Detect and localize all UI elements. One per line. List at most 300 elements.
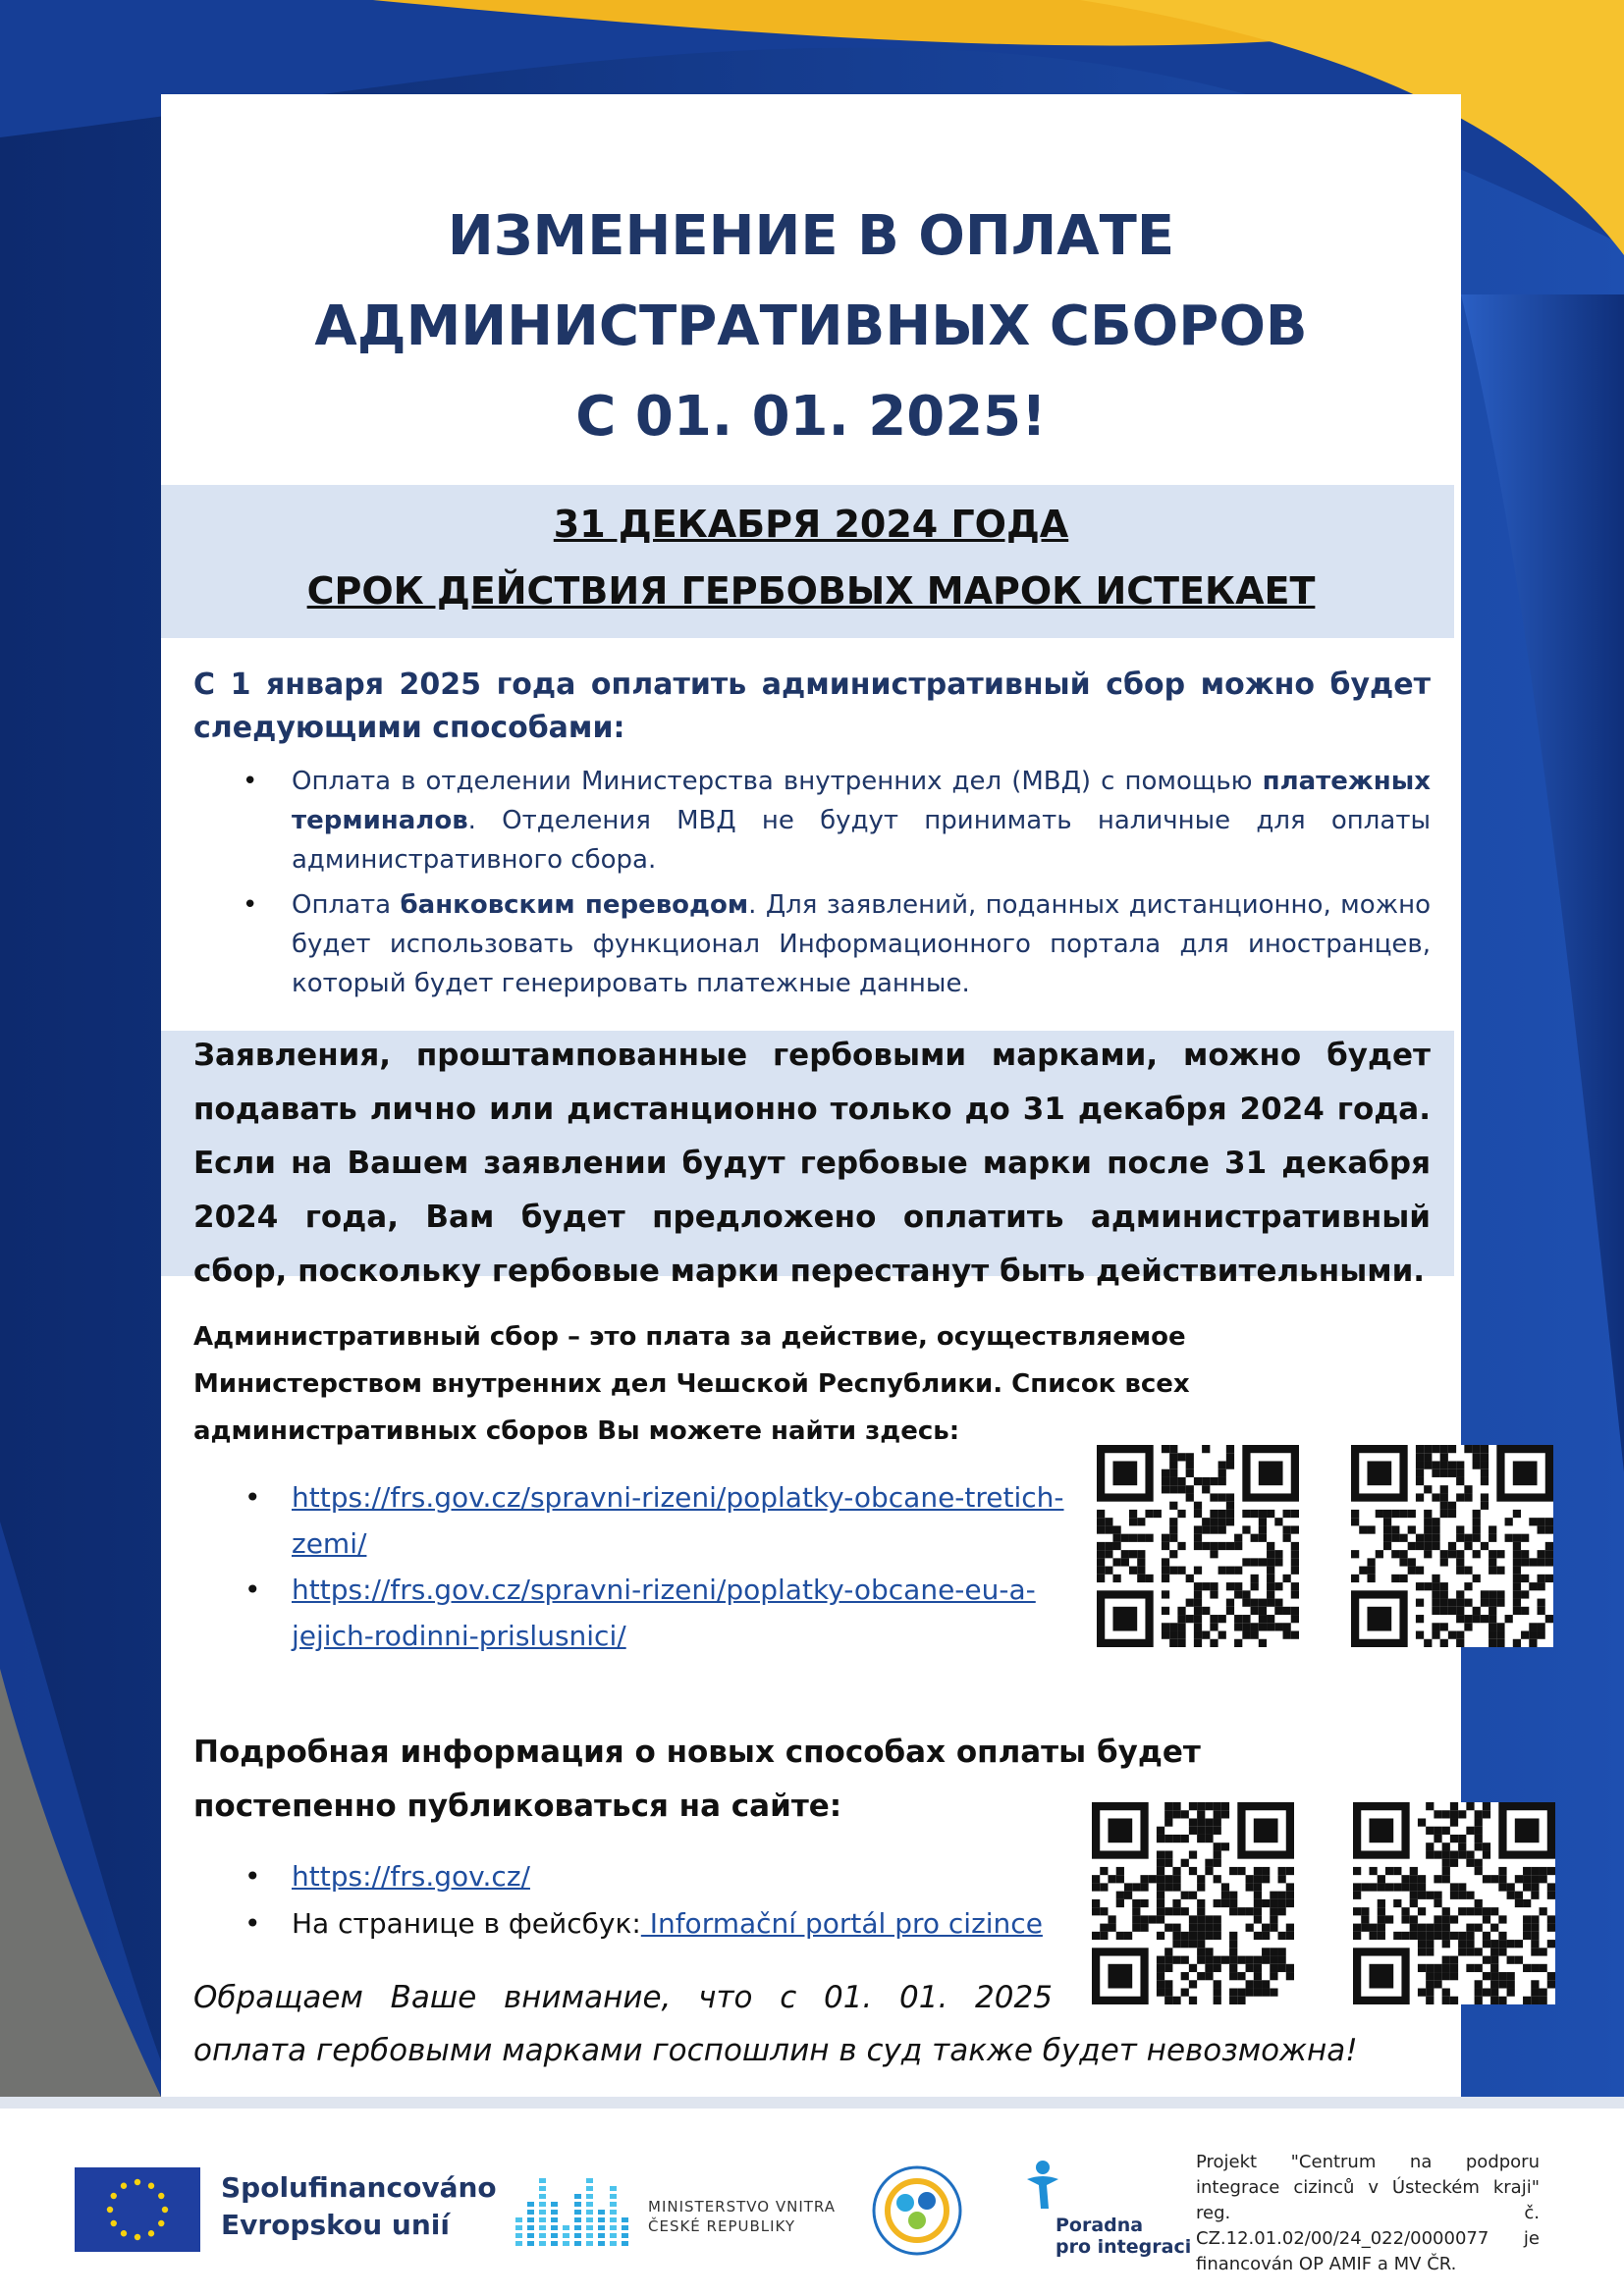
qr-module	[1489, 1550, 1496, 1558]
qr-module	[1424, 1639, 1432, 1647]
qr-module	[1137, 1567, 1145, 1575]
qr-module	[1464, 1599, 1472, 1607]
qr-module	[1523, 1899, 1531, 1907]
qr-module	[1259, 1518, 1267, 1525]
qr-module	[1259, 1510, 1267, 1518]
bullet-icon: •	[244, 1907, 261, 1940]
qr-module	[1540, 1964, 1547, 1972]
qr-module	[1456, 1607, 1464, 1615]
qr-module	[1186, 1615, 1194, 1623]
qr-module	[1237, 1907, 1245, 1915]
qr-module	[1475, 1980, 1483, 1988]
qr-finder-core	[1112, 1461, 1137, 1485]
ministry-logo-bar	[586, 2217, 593, 2222]
qr-module	[1214, 1818, 1221, 1826]
qr-module	[1229, 1907, 1237, 1915]
qr-module	[1259, 1639, 1267, 1647]
fee-link-third-countries[interactable]: https://frs.gov.cz/spravni-rizeni/poplatky-obcane-tretich- zemi/	[292, 1481, 1064, 1560]
qr-module	[1267, 1599, 1274, 1607]
qr-module	[1442, 1956, 1450, 1964]
qr-module	[1291, 1607, 1299, 1615]
qr-module	[1177, 1485, 1185, 1493]
qr-module	[1270, 1915, 1277, 1923]
qr-module	[1097, 1525, 1105, 1533]
qr-module	[1515, 1899, 1523, 1907]
qr-module	[1410, 1899, 1418, 1907]
qr-module	[1456, 1590, 1464, 1598]
qr-module	[1464, 1485, 1472, 1493]
qr-module	[1157, 1835, 1164, 1842]
qr-module	[1291, 1550, 1299, 1558]
qr-module	[1132, 1883, 1140, 1891]
qr-module	[1169, 1525, 1177, 1533]
qr-module	[1169, 1623, 1177, 1630]
qr-finder-core	[1112, 1607, 1137, 1631]
qr-module	[1214, 1932, 1221, 1940]
qr-module	[1359, 1567, 1367, 1575]
qr-module	[1490, 1940, 1498, 1948]
qr-module	[1197, 1924, 1205, 1932]
qr-module	[1424, 1550, 1432, 1558]
qr-module	[1278, 1907, 1286, 1915]
ministry-logo-icon	[515, 2169, 633, 2248]
qr-module	[1426, 1850, 1434, 1858]
qr-module	[1448, 1510, 1456, 1518]
qr-module	[1157, 1867, 1164, 1875]
qr-module	[1097, 1567, 1105, 1575]
qr-module	[1205, 1915, 1213, 1923]
qr-module	[1483, 1956, 1490, 1964]
qr-module	[1205, 1859, 1213, 1867]
qr-module	[1376, 1510, 1383, 1518]
bullet-icon: •	[243, 767, 258, 796]
qr-module	[1473, 1445, 1481, 1453]
qr-module	[1145, 1510, 1153, 1518]
qr-module	[1242, 1623, 1250, 1630]
qr-module	[1291, 1510, 1299, 1518]
qr-module	[1507, 1980, 1515, 1988]
qr-module	[1140, 1899, 1148, 1907]
qr-module	[1450, 1915, 1458, 1923]
qr-module	[1513, 1558, 1521, 1566]
qr-module	[1483, 1915, 1490, 1923]
qr-module	[1286, 1899, 1294, 1907]
qr-module	[1145, 1534, 1153, 1542]
qr-module	[1267, 1558, 1274, 1566]
qr-module	[1251, 1631, 1259, 1639]
bullet-icon: •	[244, 1574, 261, 1606]
qr-module	[1108, 1915, 1115, 1923]
qr-module	[1157, 1859, 1164, 1867]
qr-module	[1378, 1883, 1385, 1891]
qr-module	[1450, 1964, 1458, 1972]
list-item	[193, 1900, 1077, 1948]
qr-finder-core	[1108, 1818, 1132, 1842]
qr-module	[1267, 1575, 1274, 1582]
qr-module	[1408, 1525, 1416, 1533]
qr-module	[1531, 1948, 1539, 1955]
qr-module	[1210, 1582, 1218, 1590]
qr-module	[1448, 1445, 1456, 1453]
qr-module	[1529, 1639, 1537, 1647]
qr-module	[1448, 1461, 1456, 1468]
qr-module	[1489, 1590, 1496, 1598]
qr-module	[1251, 1558, 1259, 1566]
qr-module	[1475, 1867, 1483, 1875]
qr-module	[1464, 1493, 1472, 1501]
qr-module	[1197, 1827, 1205, 1835]
qr-module	[1262, 1875, 1270, 1883]
qr-module	[1391, 1525, 1399, 1533]
qr-module	[1226, 1502, 1234, 1510]
qr-module	[1456, 1558, 1464, 1566]
qr-module	[1286, 1892, 1294, 1899]
qr-module	[1490, 1989, 1498, 1997]
qr-module	[1490, 1924, 1498, 1932]
qr-module	[1498, 1980, 1506, 1988]
qr-module	[1197, 1956, 1205, 1964]
qr-module	[1186, 1469, 1194, 1477]
qr-module	[1234, 1542, 1242, 1550]
qr-module	[1483, 1932, 1490, 1940]
qr-module	[1157, 1883, 1164, 1891]
ministry-logo-bar	[598, 2217, 605, 2222]
qr-module	[1177, 1607, 1185, 1615]
qr-module	[1353, 1892, 1361, 1899]
qr-module	[1434, 1915, 1441, 1923]
qr-module	[1440, 1485, 1448, 1493]
qr-module	[1473, 1534, 1481, 1542]
qr-module	[1418, 1892, 1426, 1899]
qr-module	[1369, 1932, 1377, 1940]
qr-module	[1496, 1550, 1504, 1558]
qr-module	[1383, 1534, 1391, 1542]
qr-module	[1361, 1907, 1369, 1915]
ministry-logo-bar	[610, 2225, 617, 2230]
qr-module	[1498, 1932, 1506, 1940]
qr-module	[1440, 1639, 1448, 1647]
qr-module	[1157, 1956, 1164, 1964]
qr-module	[1267, 1550, 1274, 1558]
qr-module	[1251, 1599, 1259, 1607]
qr-module	[1483, 1802, 1490, 1810]
qr-module	[1456, 1525, 1464, 1533]
qr-module	[1097, 1510, 1105, 1518]
qr-module	[1505, 1534, 1513, 1542]
qr-module	[1426, 1802, 1434, 1810]
ministry-logo-bar	[539, 2178, 546, 2183]
ministry-logo-bar	[563, 2225, 569, 2230]
qr-module	[1475, 1899, 1483, 1907]
qr-module	[1416, 1453, 1424, 1461]
qr-module	[1456, 1477, 1464, 1485]
fee-link-eu-citizens[interactable]: https://frs.gov.cz/spravni-rizeni/poplatky-obcane-eu-a- jejich-rodinni-prislusnici/	[292, 1574, 1036, 1652]
qr-module	[1424, 1461, 1432, 1468]
poradna-name: Poradna pro integraci	[1056, 2215, 1192, 2258]
qr-module	[1426, 1924, 1434, 1932]
qr-module	[1229, 1892, 1237, 1899]
qr-module	[1189, 1915, 1197, 1923]
list-item: • Оплата банковским переводом. Для заявлений, поданных дистанционно, можно будет использовать функционал Информационного портала для иностранцев, который будет генерировать платежные данные.	[193, 885, 1431, 1003]
qr-module	[1162, 1469, 1169, 1477]
frs-site-link[interactable]: https://frs.gov.cz/	[292, 1860, 530, 1893]
qr-module	[1270, 1924, 1277, 1932]
qr-module	[1432, 1631, 1439, 1639]
ministry-logo-bar	[586, 2233, 593, 2238]
qr-module	[1475, 1810, 1483, 1818]
qr-module	[1483, 1810, 1490, 1818]
facebook-link[interactable]: Informační portál pro cizince	[640, 1907, 1043, 1940]
qr-module	[1169, 1461, 1177, 1468]
qr-module	[1164, 1956, 1172, 1964]
qr-module	[1418, 1883, 1426, 1891]
qr-module	[1513, 1590, 1521, 1598]
qr-module	[1507, 1883, 1515, 1891]
qr-module	[1092, 1883, 1100, 1891]
qr-module	[1105, 1525, 1112, 1533]
ministry-logo-bar	[622, 2241, 628, 2246]
qr-module	[1229, 1940, 1237, 1948]
qr-module	[1169, 1567, 1177, 1575]
qr-module	[1424, 1542, 1432, 1550]
qr-module	[1418, 1924, 1426, 1932]
qr-module	[1162, 1623, 1169, 1630]
qr-module	[1197, 1940, 1205, 1948]
qr-module	[1473, 1575, 1481, 1582]
qr-module	[1378, 1924, 1385, 1932]
qr-module	[1116, 1932, 1124, 1940]
qr-module	[1202, 1525, 1210, 1533]
qr-module	[1267, 1615, 1274, 1623]
ministry-logo-bar	[515, 2233, 522, 2238]
qr-finder-core	[1369, 1818, 1393, 1842]
qr-module	[1521, 1575, 1529, 1582]
ministry-logo-bar	[563, 2241, 569, 2246]
page-title: ИЗМЕНЕНИЕ В ОПЛАТЕ АДМИНИСТРАТИВНЫХ СБОРОВ С 01. 01. 2025!	[314, 204, 1308, 449]
qr-module	[1112, 1542, 1120, 1550]
qr-module	[1172, 1907, 1180, 1915]
ministry-logo-bar	[539, 2233, 546, 2238]
qr-module	[1450, 1956, 1458, 1964]
qr-module	[1278, 1899, 1286, 1907]
qr-module	[1448, 1550, 1456, 1558]
qr-module	[1169, 1477, 1177, 1485]
qr-module	[1242, 1631, 1250, 1639]
qr-module	[1521, 1590, 1529, 1598]
qr-module	[1267, 1567, 1274, 1575]
qr-module	[1448, 1502, 1456, 1510]
qr-module	[1440, 1558, 1448, 1566]
qr-module	[1274, 1558, 1282, 1566]
qr-module	[1137, 1558, 1145, 1566]
qr-module	[1473, 1615, 1481, 1623]
qr-module	[1186, 1599, 1194, 1607]
qr-module	[1450, 1972, 1458, 1980]
qr-module	[1393, 1867, 1401, 1875]
qr-code-icon[interactable]	[1351, 1445, 1553, 1647]
qr-module	[1481, 1615, 1489, 1623]
qr-module	[1424, 1518, 1432, 1525]
qr-module	[1112, 1534, 1120, 1542]
qr-module	[1124, 1932, 1132, 1940]
qr-module	[1418, 1940, 1426, 1948]
qr-module	[1246, 1875, 1254, 1883]
qr-module	[1169, 1518, 1177, 1525]
qr-module	[1274, 1582, 1282, 1590]
qr-module	[1274, 1550, 1282, 1558]
qr-module	[1442, 1875, 1450, 1883]
qr-module	[1466, 1827, 1474, 1835]
qr-module	[1540, 1989, 1547, 1997]
qr-module	[1226, 1510, 1234, 1518]
qr-module	[1448, 1607, 1456, 1615]
qr-module	[1521, 1550, 1529, 1558]
qr-module	[1226, 1518, 1234, 1525]
qr-module	[1210, 1477, 1218, 1485]
qr-module	[1496, 1590, 1504, 1598]
qr-module	[1456, 1639, 1464, 1647]
qr-module	[1226, 1607, 1234, 1615]
qr-module	[1172, 1899, 1180, 1907]
qr-module	[1251, 1607, 1259, 1615]
qr-module	[1214, 1850, 1221, 1858]
qr-module	[1440, 1623, 1448, 1630]
qr-module	[1466, 1859, 1474, 1867]
qr-module	[1205, 1802, 1213, 1810]
qr-module	[1507, 1892, 1515, 1899]
qr-module	[1226, 1582, 1234, 1590]
qr-module	[1251, 1623, 1259, 1630]
qr-module	[1251, 1534, 1259, 1542]
qr-module	[1475, 1827, 1483, 1835]
qr-module	[1442, 1827, 1450, 1835]
qr-module	[1242, 1615, 1250, 1623]
qr-module	[1112, 1575, 1120, 1582]
qr-module	[1137, 1550, 1145, 1558]
qr-module	[1210, 1590, 1218, 1598]
ministry-logo-bar	[574, 2233, 581, 2238]
qr-module	[1385, 1883, 1393, 1891]
qr-module	[1197, 1915, 1205, 1923]
qr-module	[1210, 1518, 1218, 1525]
qr-module	[1538, 1599, 1545, 1607]
qr-module	[1202, 1477, 1210, 1485]
ministry-logo-bar	[574, 2241, 581, 2246]
qr-module	[1416, 1631, 1424, 1639]
qr-module	[1254, 1899, 1262, 1907]
qr-module	[1442, 1940, 1450, 1948]
qr-module	[1483, 1842, 1490, 1850]
qr-module	[1205, 1818, 1213, 1826]
qr-module	[1270, 1956, 1277, 1964]
qr-module	[1432, 1542, 1439, 1550]
qr-module	[1226, 1542, 1234, 1550]
ministry-logo-bar	[539, 2202, 546, 2207]
qr-module	[1283, 1525, 1291, 1533]
qr-module	[1197, 1810, 1205, 1818]
qr-module	[1424, 1534, 1432, 1542]
qr-module	[1237, 1956, 1245, 1964]
ministry-logo-bar	[551, 2202, 558, 2207]
qr-module	[1490, 1907, 1498, 1915]
qr-module	[1440, 1590, 1448, 1598]
qr-module	[1132, 1924, 1140, 1932]
qr-module	[1367, 1575, 1375, 1582]
qr-module	[1234, 1534, 1242, 1542]
qr-module	[1426, 1842, 1434, 1850]
qr-module	[1434, 1810, 1441, 1818]
qr-code-icon[interactable]	[1097, 1445, 1299, 1647]
qr-module	[1440, 1550, 1448, 1558]
qr-module	[1523, 1867, 1531, 1875]
qr-module	[1432, 1590, 1439, 1598]
qr-module	[1177, 1477, 1185, 1485]
qr-module	[1442, 1972, 1450, 1980]
qr-module	[1489, 1558, 1496, 1566]
qr-module	[1157, 1892, 1164, 1899]
qr-module	[1456, 1631, 1464, 1639]
qr-module	[1205, 1932, 1213, 1940]
qr-module	[1361, 1915, 1369, 1923]
qr-module	[1169, 1639, 1177, 1647]
eu-star	[148, 2230, 154, 2236]
qr-finder-core	[1254, 1818, 1278, 1842]
qr-module	[1475, 1924, 1483, 1932]
qr-module	[1278, 1956, 1286, 1964]
qr-module	[1458, 1842, 1466, 1850]
qr-module	[1378, 1899, 1385, 1907]
qr-module	[1464, 1623, 1472, 1630]
qr-module	[1140, 1924, 1148, 1932]
qr-module	[1458, 1907, 1466, 1915]
ministry-logo-bar	[515, 2225, 522, 2230]
qr-module	[1270, 1892, 1277, 1899]
qr-module	[1410, 1924, 1418, 1932]
ministry-logo-bar	[598, 2241, 605, 2246]
qr-module	[1481, 1502, 1489, 1510]
qr-module	[1424, 1525, 1432, 1533]
qr-module	[1475, 1842, 1483, 1850]
qr-module	[1490, 1980, 1498, 1988]
qr-module	[1194, 1567, 1202, 1575]
qr-module	[1538, 1582, 1545, 1590]
qr-module	[1097, 1558, 1105, 1566]
qr-module	[1259, 1615, 1267, 1623]
qr-module	[1351, 1550, 1359, 1558]
qr-module	[1401, 1883, 1409, 1891]
qr-module	[1092, 1875, 1100, 1883]
qr-module	[1234, 1623, 1242, 1630]
qr-module	[1458, 1892, 1466, 1899]
ministry-logo-bar	[598, 2225, 605, 2230]
qr-module	[1105, 1542, 1112, 1550]
qr-module	[1538, 1607, 1545, 1615]
qr-module	[1172, 1835, 1180, 1842]
qr-module	[1458, 1932, 1466, 1940]
qr-module	[1291, 1582, 1299, 1590]
qr-module	[1108, 1875, 1115, 1883]
qr-module	[1194, 1510, 1202, 1518]
qr-module	[1545, 1575, 1553, 1582]
qr-module	[1197, 1932, 1205, 1940]
qr-module	[1521, 1607, 1529, 1615]
ministry-logo-bar	[586, 2194, 593, 2199]
eu-star	[158, 2193, 164, 2199]
qr-module	[1157, 1875, 1164, 1883]
qr-module	[1401, 1907, 1409, 1915]
qr-module	[1172, 1956, 1180, 1964]
qr-module	[1197, 1818, 1205, 1826]
